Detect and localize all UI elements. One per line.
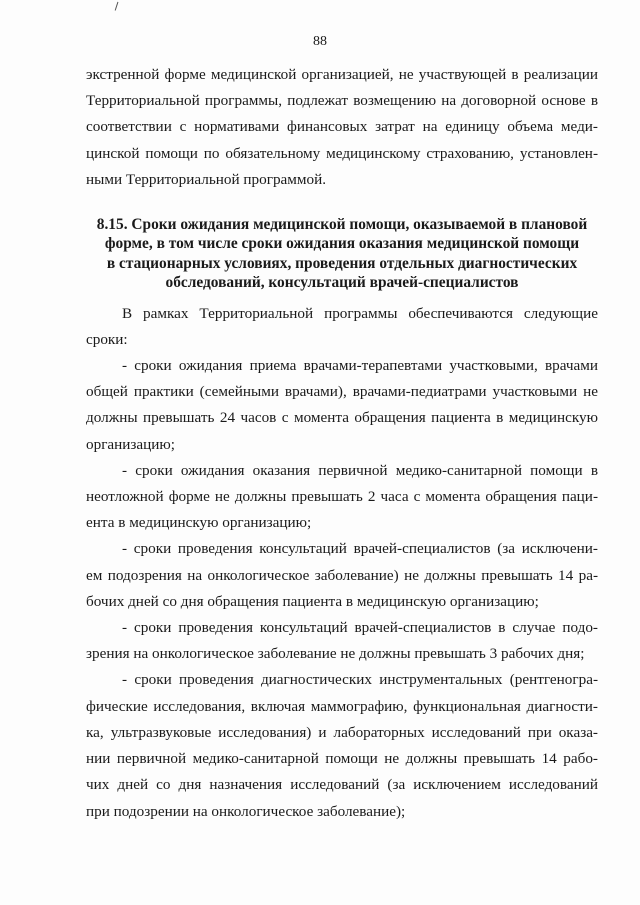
list-item-specialist-consultation (86, 536, 598, 615)
lead-line: сроки: (86, 330, 128, 348)
list-item-line: общей практики (семейными врачами), врачами-педиатрами участковыми не (86, 383, 598, 401)
list-item-line: чих дней со дня назначения исследований (за исключением исследований (86, 776, 598, 794)
scan-mark (115, 2, 121, 11)
list-item-line: - сроки проведения диагностических инструментальных (рентгеногра- (122, 671, 598, 689)
section-heading-line: 8.15. Сроки ожидания медицинской помощи, оказываемой в плановой (96, 216, 588, 234)
list-item-line: - сроки ожидания оказания первичной медико-санитарной помощи в (122, 461, 598, 479)
list-item-line: зрения на онкологическое заболевание не должны превышать 3 рабочих дня; (86, 645, 585, 663)
list-item-line: должны превышать 24 часов с момента обращения пациента в медицинскую (86, 409, 598, 427)
list-item-line: - сроки проведения консультаций врачей-специалистов (за исключени- (122, 540, 598, 558)
list-item-oncology-consultation (86, 615, 598, 667)
list-item-reception-wait (86, 353, 598, 458)
list-item-line: организацию; (86, 435, 175, 453)
section-heading (86, 215, 598, 293)
lead-paragraph (86, 301, 598, 353)
section-heading-line: форме, в том числе сроки ожидания оказания медицинской помощи (104, 235, 580, 253)
intro-line: цинской помощи по обязательному медицинскому страхованию, установлен- (86, 144, 598, 162)
intro-line: Территориальной программы, подлежат возмещению на договорной основе в (86, 92, 598, 110)
page-body (86, 62, 598, 825)
list-item-line: бочих дней со дня обращения пациента в медицинскую организацию; (86, 592, 539, 610)
list-item-line: ем подозрения на онкологическое заболевание) не должны превышать 14 ра- (86, 566, 598, 584)
lead-line: В рамках Территориальной программы обеспечиваются следующие (122, 304, 598, 322)
intro-line: соответствии с нормативами финансовых затрат на единицу объема меди- (86, 118, 598, 136)
list-item-line: при подозрении на онкологическое заболевание); (86, 802, 406, 820)
list-item-diagnostic-tests (86, 667, 598, 824)
intro-line: экстренной форме медицинской организацией, не участвующей в реализации (86, 66, 598, 83)
list-item-line: - сроки ожидания приема врачами-терапевтами участковыми, врачами (122, 357, 598, 375)
section-heading-line: обследований, консультаций врачей-специалистов (165, 274, 519, 292)
intro-paragraph (86, 62, 598, 193)
list-item-line: ента в медицинскую организацию; (86, 514, 312, 532)
list-item-line: ка, ультразвуковые исследования) и лабораторных исследований при оказа- (86, 723, 598, 741)
section-heading-line: в стационарных условиях, проведения отдельных диагностических (106, 254, 578, 272)
list-item-line: неотложной форме не должны превышать 2 часа с момента обращения паци- (86, 488, 598, 506)
intro-line: ными Территориальной программой. (86, 170, 327, 188)
list-item-line: нии первичной медико-санитарной помощи не должны превышать 14 рабо- (86, 750, 598, 768)
list-item-line: - сроки проведения консультаций врачей-специалистов в случае подо- (122, 619, 598, 637)
list-item-line: фические исследования, включая маммографию, функциональная диагности- (86, 697, 598, 715)
page-number: 88 (313, 34, 327, 49)
list-item-urgent-care-wait (86, 458, 598, 537)
